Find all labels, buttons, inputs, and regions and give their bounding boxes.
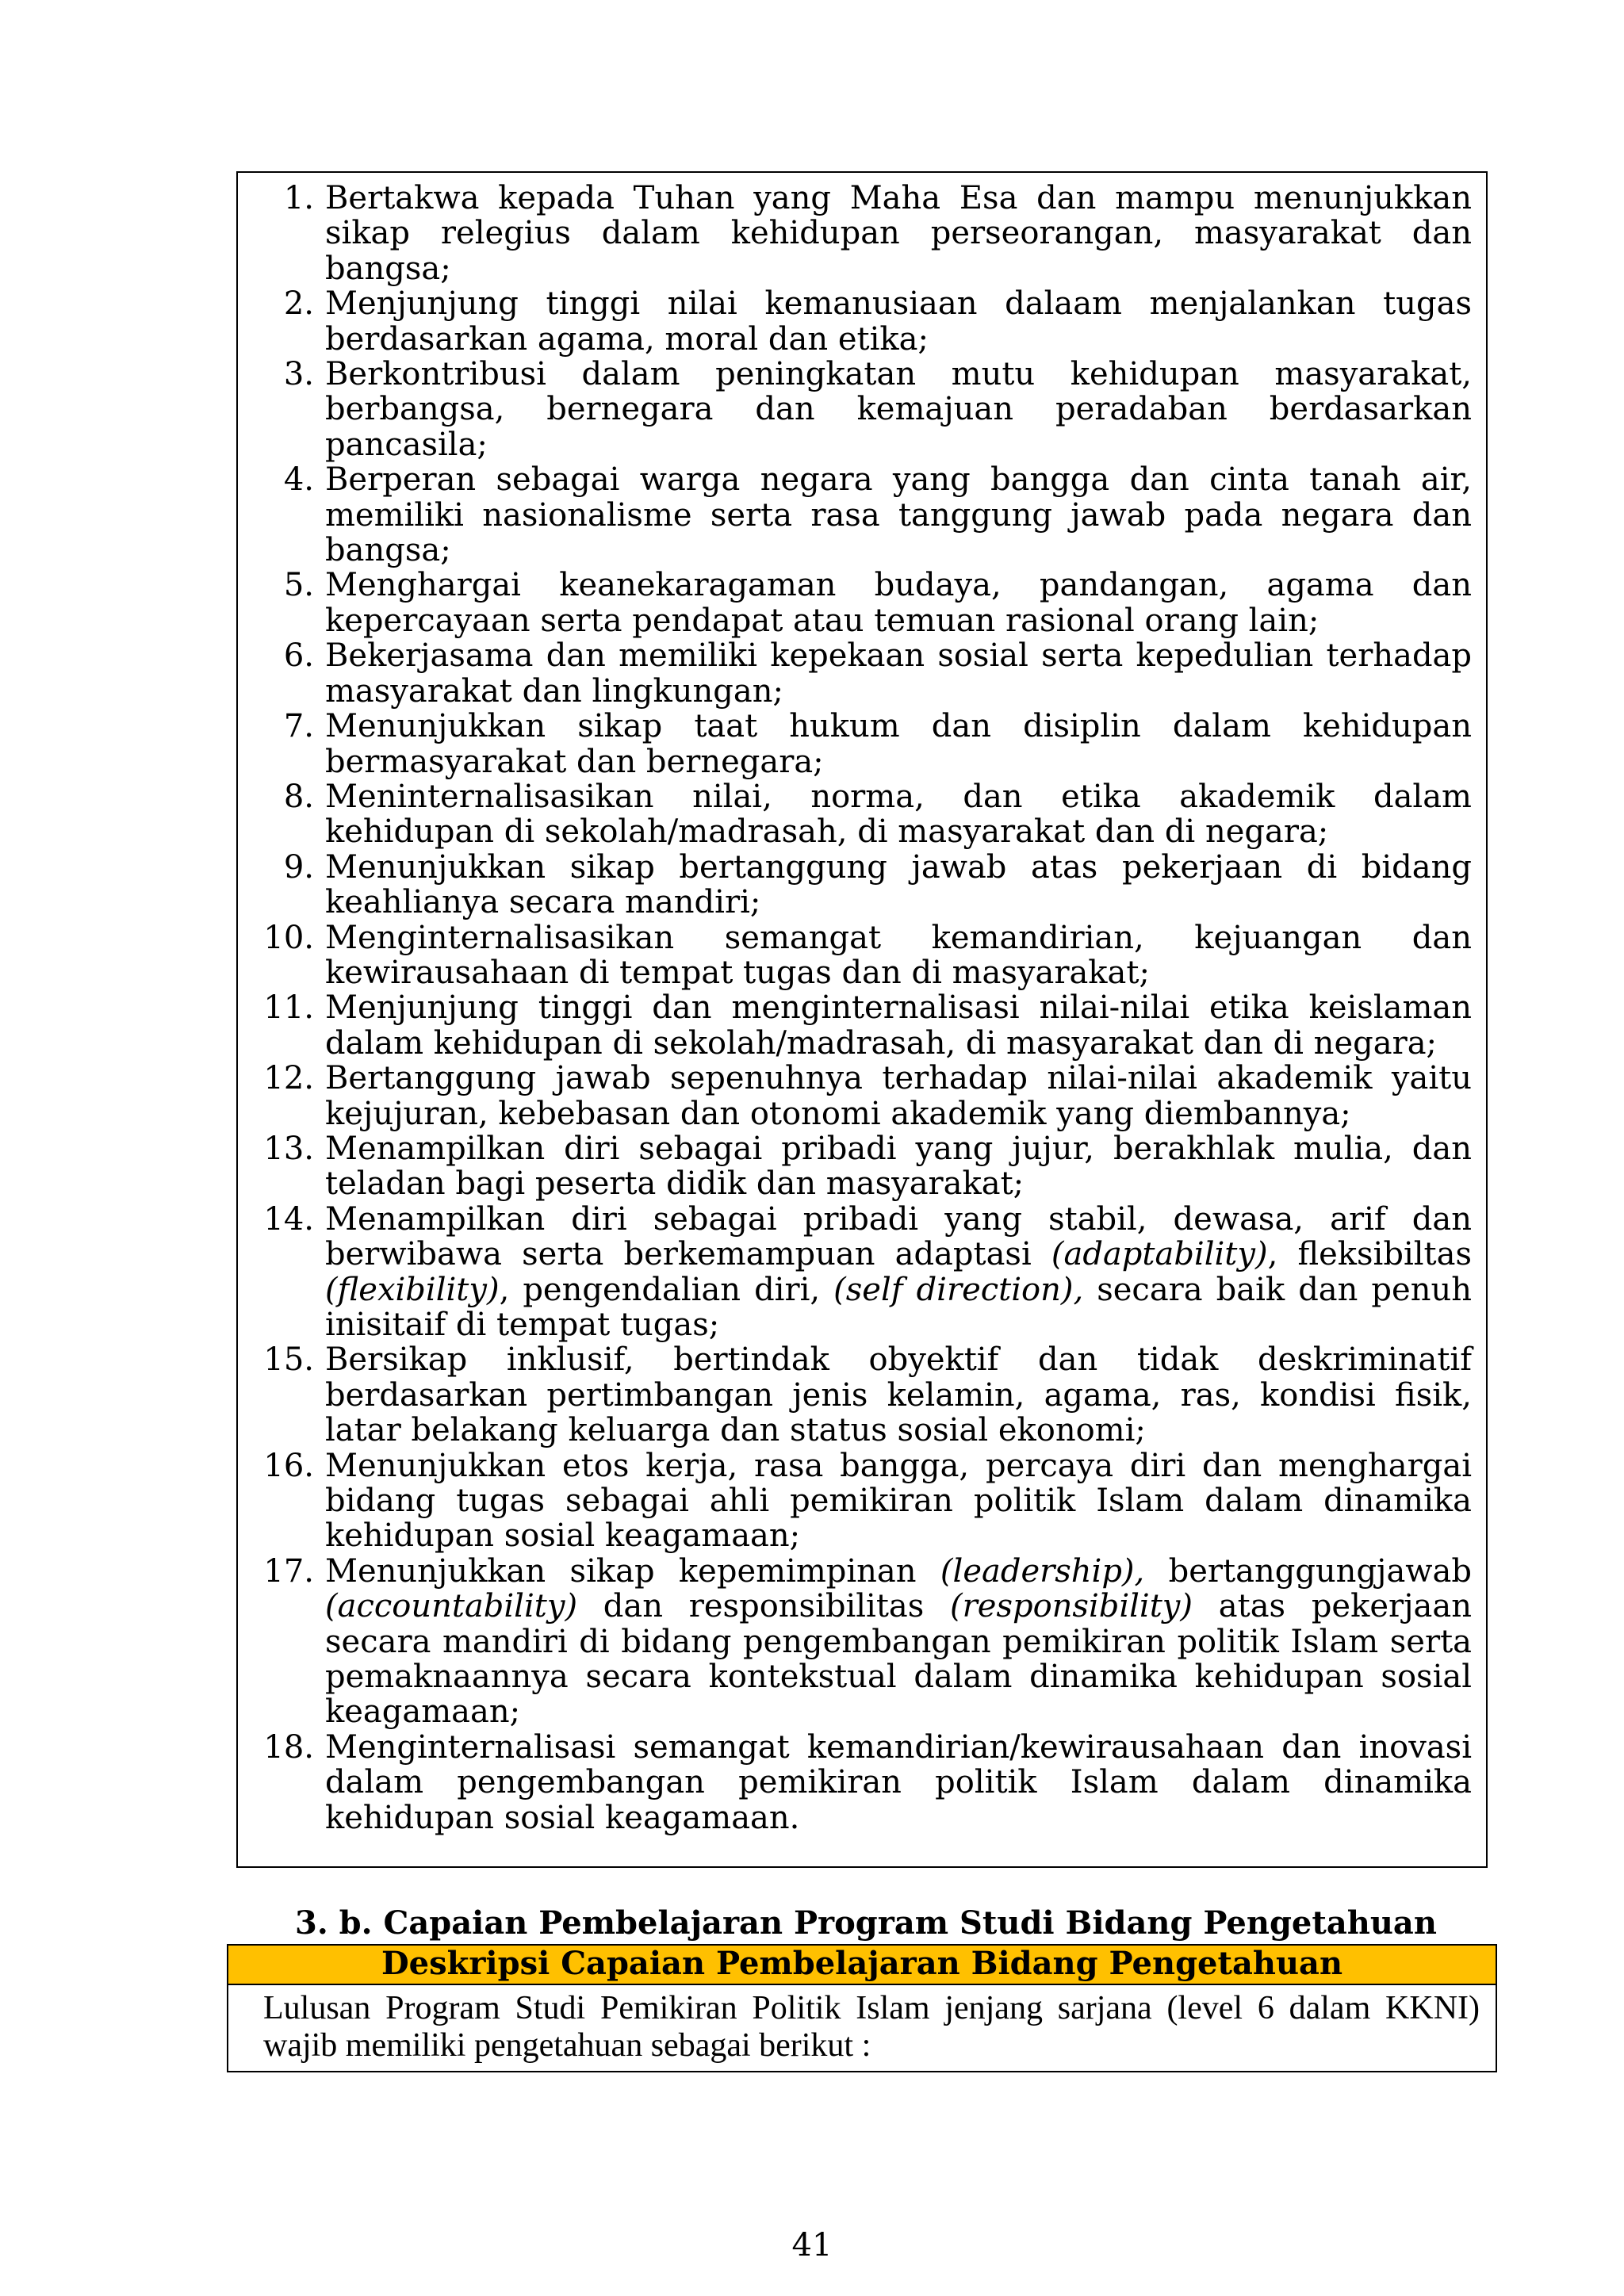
text-run: secara baik dan penuh inisitaif di tempat tugas; (325, 1271, 1472, 1343)
list-item-number: 7. (283, 708, 314, 745)
list-item-number: 9. (283, 848, 314, 886)
list-item-number: 6. (283, 637, 314, 675)
text-run: , pengendalian diri, (499, 1271, 834, 1308)
text-run: atas pekerjaan secara mandiri di bidang pengembangan pemikiran politik Islam serta pemaknaannya secara kontekstual dalam dinamika kehidupan sosial keagamaan; (325, 1588, 1472, 1731)
list-item-text (314, 462, 1472, 568)
list-item-number: 11. (263, 989, 314, 1027)
list-item (238, 1131, 1472, 1202)
text-run: Bertanggung jawab sepenuhnya terhadap nilai-nilai akademik yaitu kejujuran, kebebasan dan otonomi akademik yang diembannya; (325, 1060, 1472, 1132)
text-run: Menginternalisasi semangat kemandirian/kewirausahaan dan inovasi dalam pengembangan pemikiran politik Islam dalam dinamika kehidupan sosial keagamaan. (325, 1728, 1472, 1836)
text-run: bertanggungjawab (1144, 1552, 1472, 1590)
list-item (238, 568, 1472, 638)
list-item (238, 1202, 1472, 1343)
list-item-text (314, 850, 1472, 920)
list-item (238, 1448, 1472, 1554)
italic-term: (responsibility) (950, 1588, 1193, 1625)
list-item-text (314, 1202, 1472, 1343)
list-item-number: 2. (283, 285, 314, 323)
section-heading: 3. b. Capaian Pembelajaran Program Studi Bidang Pengetahuan (295, 1904, 1437, 1942)
knowledge-table-header: Deskripsi Capaian Pembelajaran Bidang Pengetahuan (228, 1946, 1496, 1985)
list-item-text (314, 638, 1472, 709)
list-item (238, 181, 1472, 286)
list-item-text (314, 1342, 1472, 1448)
list-item-number: 5. (283, 567, 314, 604)
list-item (238, 990, 1472, 1061)
list-item-text (314, 920, 1472, 991)
list-item-number: 3. (283, 356, 314, 393)
list-item (238, 286, 1472, 357)
list-item-text (314, 1554, 1472, 1730)
italic-term: (adaptability) (1051, 1236, 1268, 1273)
text-run: Meninternalisasikan nilai, norma, dan etika akademik dalam kehidupan di sekolah/madrasah, di masyarakat dan di negara; (325, 778, 1472, 851)
list-item (238, 779, 1472, 850)
list-item-number: 4. (283, 461, 314, 499)
text-run: Menunjukkan sikap taat hukum dan disiplin dalam kehidupan bermasyarakat dan bernegara; (325, 708, 1472, 780)
list-item (238, 1730, 1472, 1835)
list-item (238, 709, 1472, 779)
knowledge-table-body: Lulusan Program Studi Pemikiran Politik Islam jenjang sarjana (level 6 dalam KKNI) wajib memiliki pengetahuan sebagai berikut : (263, 1990, 1480, 2064)
list-item (238, 1554, 1472, 1730)
text-run: Berperan sebagai warga negara yang bangga dan cinta tanah air, memiliki nasionalisme serta rasa tanggung jawab pada negara dan bangsa; (325, 461, 1472, 569)
italic-term: (flexibility) (325, 1271, 500, 1308)
text-run: Menjunjung tinggi dan menginternalisasi nilai-nilai etika keislaman dalam kehidupan di sekolah/madrasah, di masyarakat dan di negara; (325, 989, 1472, 1062)
list-item-number: 17. (263, 1552, 314, 1590)
list-item-number: 15. (263, 1341, 314, 1379)
text-run: Menampilkan diri sebagai pribadi yang stabil, dewasa, arif dan berwibawa serta berkemampuan adaptasi (325, 1200, 1472, 1273)
text-run: Menunjukkan etos kerja, rasa bangga, percaya diri dan menghargai bidang tugas sebagai ahli pemikiran politik Islam dalam dinamika kehidupan sosial keagamaan; (325, 1447, 1472, 1555)
list-item-text (314, 779, 1472, 850)
text-run: Menginternalisasikan semangat kemandirian, kejuangan dan kewirausahaan di tempat tugas dan di masyarakat; (325, 919, 1472, 991)
list-item (238, 1342, 1472, 1448)
text-run: Bersikap inklusif, bertindak obyektif dan tidak deskriminatif berdasarkan pertimbangan jenis kelamin, agama, ras, kondisi fisik, latar belakang keluarga dan status sosial ekonomi; (325, 1341, 1472, 1449)
list-item (238, 850, 1472, 920)
list-item (238, 462, 1472, 568)
text-run: Menghargai keanekaragaman budaya, pandangan, agama dan kepercayaan serta pendapat atau temuan rasional orang lain; (325, 567, 1472, 639)
text-run: Menunjukkan sikap kepemimpinan (325, 1552, 940, 1590)
italic-term: (self direction), (833, 1271, 1084, 1308)
list-item-number: 13. (263, 1130, 314, 1167)
list-item-number: 8. (283, 778, 314, 815)
list-item (238, 357, 1472, 462)
italic-term: (leadership), (940, 1552, 1145, 1590)
text-run: , fleksibiltas (1267, 1236, 1472, 1273)
attitude-list (238, 181, 1472, 1835)
list-item-text (314, 1131, 1472, 1202)
text-run: Menunjukkan sikap bertanggung jawab atas pekerjaan di bidang keahlianya secara mandiri; (325, 848, 1472, 921)
page-number: 41 (791, 2227, 833, 2263)
list-item-text (314, 990, 1472, 1061)
attitude-list-box (236, 171, 1488, 1868)
list-item-text (314, 1448, 1472, 1554)
text-run: Berkontribusi dalam peningkatan mutu kehidupan masyarakat, berbangsa, bernegara dan kemajuan peradaban berdasarkan pancasila; (325, 356, 1472, 463)
list-item-text (314, 357, 1472, 462)
text-run: dan responsibilitas (577, 1588, 951, 1625)
list-item-number: 12. (263, 1060, 314, 1097)
list-item-text (314, 181, 1472, 286)
list-item-text (314, 286, 1472, 357)
list-item-number: 14. (263, 1200, 314, 1238)
list-item-number: 10. (263, 919, 314, 956)
text-run: Menampilkan diri sebagai pribadi yang jujur, berakhlak mulia, dan teladan bagi peserta didik dan masyarakat; (325, 1130, 1472, 1203)
text-run: Bekerjasama dan memiliki kepekaan sosial serta kepedulian terhadap masyarakat dan lingkungan; (325, 637, 1472, 710)
list-item-text (314, 568, 1472, 638)
text-run: Bertakwa kepada Tuhan yang Maha Esa dan mampu menunjukkan sikap relegius dalam kehidupan perseorangan, masyarakat dan bangsa; (325, 180, 1472, 287)
italic-term: (accountability) (325, 1588, 578, 1625)
text-run: Menjunjung tinggi nilai kemanusiaan dalaam menjalankan tugas berdasarkan agama, moral dan etika; (325, 285, 1472, 358)
knowledge-table (227, 1944, 1497, 2072)
list-item (238, 638, 1472, 709)
list-item (238, 920, 1472, 991)
list-item-number: 1. (283, 180, 314, 216)
list-item-number: 16. (263, 1447, 314, 1484)
list-item-number: 18. (263, 1728, 314, 1766)
list-item-text (314, 1061, 1472, 1131)
list-item-text (314, 1730, 1472, 1835)
list-item (238, 1061, 1472, 1131)
list-item-text (314, 709, 1472, 779)
